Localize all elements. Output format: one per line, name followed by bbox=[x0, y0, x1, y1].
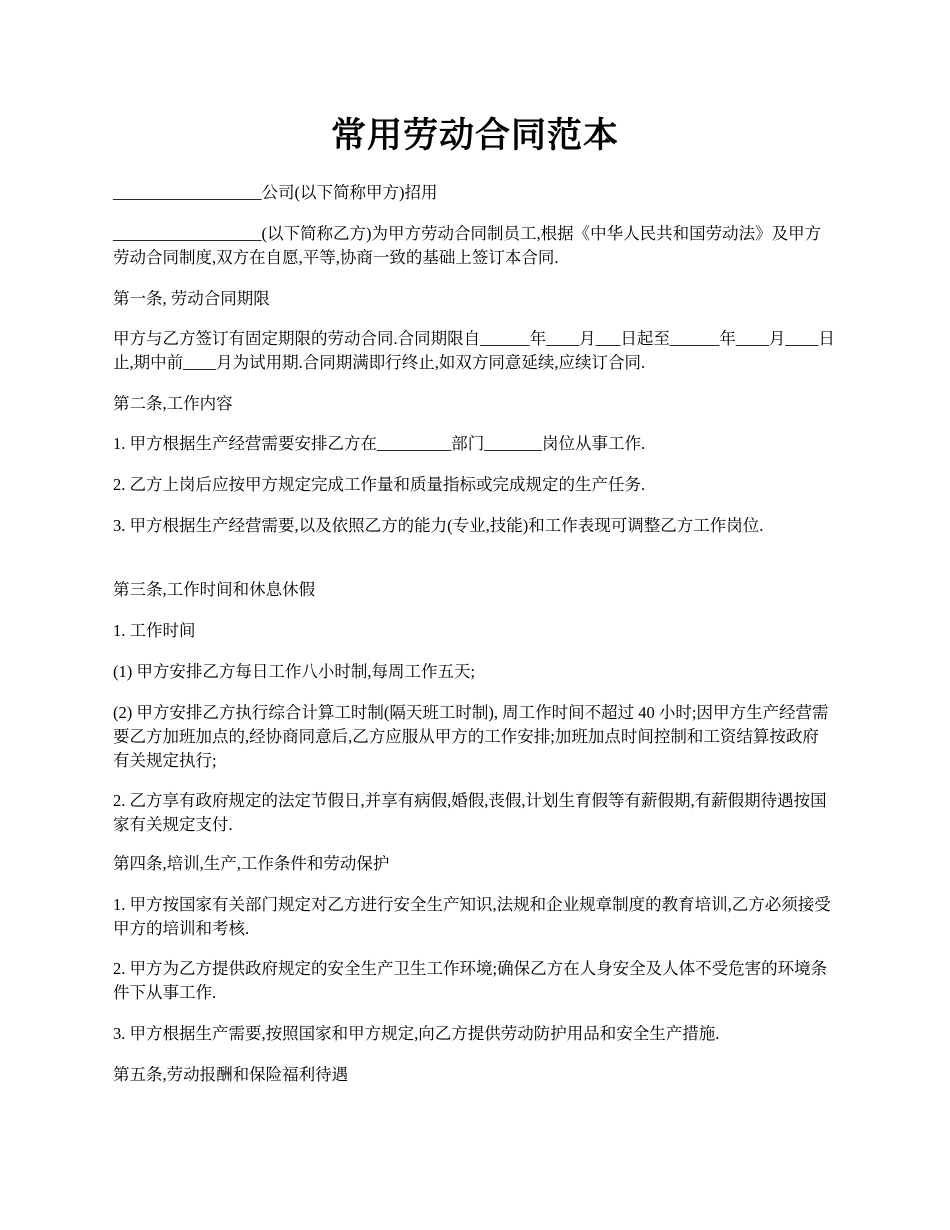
paragraph-work-content-2: 2. 乙方上岗后应按甲方规定完成工作量和质量指标或完成规定的生产任务. bbox=[113, 475, 646, 494]
paragraph-training: 1. 甲方按国家有关部门规定对乙方进行安全生产知识,法规和企业规章制度的教育培训,乙方必须接受甲方的培训和考核. bbox=[113, 895, 831, 938]
paragraph-protection: 3. 甲方根据生产需要,按照国家和甲方规定,向乙方提供劳动防护用品和安全生产措施. bbox=[113, 1024, 720, 1043]
heading-article-2: 第二条,工作内容 bbox=[113, 394, 233, 413]
paragraph-work-content-1: 1. 甲方根据生产经营需要安排乙方在_________部门_______岗位从事工作. bbox=[113, 434, 646, 453]
paragraph-employee-intro: __________________(以下简称乙方)为甲方劳动合同制员工,根据《中华人民共和国劳动法》及甲方劳动合同制度,双方在自愿,平等,协商一致的基础上签订本合同. bbox=[113, 224, 822, 267]
document-title: 常用劳动合同范本 bbox=[330, 116, 619, 155]
paragraph-holidays: 2. 乙方享有政府规定的法定节假日,并享有病假,婚假,丧假,计划生育假等有薪假期,有薪假期待遇按国家有关规定支付. bbox=[113, 791, 827, 834]
heading-article-3: 第三条,工作时间和休息休假 bbox=[113, 580, 316, 599]
paragraph-contract-term: 甲方与乙方签订有固定期限的劳动合同.合同期限自______年____月___日起至______年____月____日止,期中前____月为试用期.合同期满即行终止,如双方同意延续,应续订合同. bbox=[113, 329, 835, 372]
heading-article-4: 第四条,培训,生产,工作条件和劳动保护 bbox=[113, 854, 390, 873]
paragraph-work-content-3: 3. 甲方根据生产经营需要,以及依照乙方的能力(专业,技能)和工作表现可调整乙方工作岗位. bbox=[113, 516, 764, 535]
paragraph-working-hours-2: (2) 甲方安排乙方执行综合计算工时制(隔天班工时制), 周工作时间不超过 40 小时;因甲方生产经营需要乙方加班加点的,经协商同意后,乙方应服从甲方的工作安排;加班加点时间控制和工资结算按政府有关规定执行; bbox=[113, 703, 829, 770]
heading-article-1: 第一条, 劳动合同期限 bbox=[113, 289, 270, 308]
paragraph-working-hours-1: (1) 甲方安排乙方每日工作八小时制,每周工作五天; bbox=[113, 662, 476, 681]
heading-article-5: 第五条,劳动报酬和保险福利待遇 bbox=[113, 1065, 349, 1084]
paragraph-employer-line: __________________公司(以下简称甲方)招用 bbox=[113, 183, 438, 202]
paragraph-work-environment: 2. 甲方为乙方提供政府规定的安全生产卫生工作环境;确保乙方在人身安全及人体不受危害的环境条件下从事工作. bbox=[113, 959, 828, 1002]
paragraph-working-hours: 1. 工作时间 bbox=[113, 621, 196, 640]
